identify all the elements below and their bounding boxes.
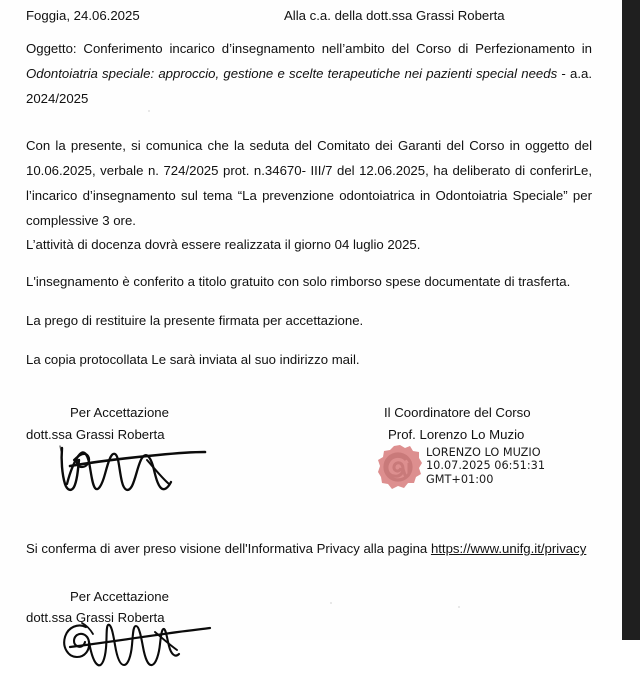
page-right-edge-shadow	[622, 0, 640, 640]
acceptance-name-top: dott.ssa Grassi Roberta	[26, 427, 165, 442]
subject-course-title: Odontoiatria speciale: approccio, gestione e scelte terapeutiche nei pazienti special needs	[26, 66, 558, 81]
wax-seal-at-icon	[376, 443, 424, 491]
addressee: Alla c.a. della dott.ssa Grassi Roberta	[284, 8, 505, 23]
paragraph-free-of-charge: L'insegnamento è conferito a titolo gratuito con solo rimborso spese documentate di trasferta.	[26, 274, 571, 289]
coordinator-name: Prof. Lorenzo Lo Muzio	[388, 427, 525, 442]
paragraph-return-signed: La prego di restituire la presente firmata per accettazione.	[26, 313, 364, 328]
signature-area-bottom	[26, 589, 592, 685]
acceptance-label-top: Per Accettazione	[70, 405, 169, 420]
paragraph-protocol-copy: La copia protocollata Le sarà inviata al suo indirizzo mail.	[26, 352, 360, 367]
privacy-policy-link[interactable]: https://www.unifg.it/privacy	[430, 541, 587, 556]
document-body	[26, 0, 592, 685]
acceptance-name-bottom: dott.ssa Grassi Roberta	[26, 610, 165, 625]
digital-signature-details	[424, 444, 545, 486]
digital-signature-stamp	[376, 444, 545, 491]
signature-column-coordinator	[362, 402, 602, 486]
handwritten-signature-bottom	[52, 613, 232, 673]
acceptance-label-bottom: Per Accettazione	[70, 589, 169, 604]
signature-area-top	[26, 402, 592, 510]
subject-academic-year: - a.a. 2024/2025	[26, 66, 592, 106]
subject-text-lead: Oggetto: Conferimento incarico d’insegnamento nell’ambito del Corso di Perfezionamento in	[26, 41, 592, 56]
scan-artifact	[458, 606, 460, 608]
handwritten-signature-top	[54, 440, 224, 496]
paragraph-committee-decision: Con la presente, si comunica che la seduta del Comitato dei Garanti del Corso in oggetto del 10.06.2025, verbale n. 724/2025 prot. n.34670- III/7 del 12.06.2025, ha deliberato di conferirLe, l’incarico d’insegnamento sul tema “La prevenzione odontoiatrica in Odontoiatria Speciale” per complessive 3 ore.	[26, 138, 592, 228]
document-header	[26, 8, 592, 34]
stamp-timezone: GMT+01:00	[426, 472, 494, 486]
place-and-date: Foggia, 24.06.2025	[26, 8, 140, 23]
stamp-signer-name: LORENZO LO MUZIO	[426, 446, 541, 459]
subject-line	[26, 36, 592, 111]
paragraph-teaching-date: L’attività di docenza dovrà essere realizzata il giorno 04 luglio 2025.	[26, 237, 421, 252]
coordinator-label: Il Coordinatore del Corso	[384, 405, 531, 420]
scan-artifact	[148, 110, 150, 112]
privacy-text: Si conferma di aver preso visione dell'Informativa Privacy alla pagina	[26, 541, 431, 556]
stamp-timestamp: 10.07.2025 06:51:31	[426, 459, 546, 473]
scan-artifact	[330, 602, 332, 604]
privacy-statement	[26, 536, 592, 561]
